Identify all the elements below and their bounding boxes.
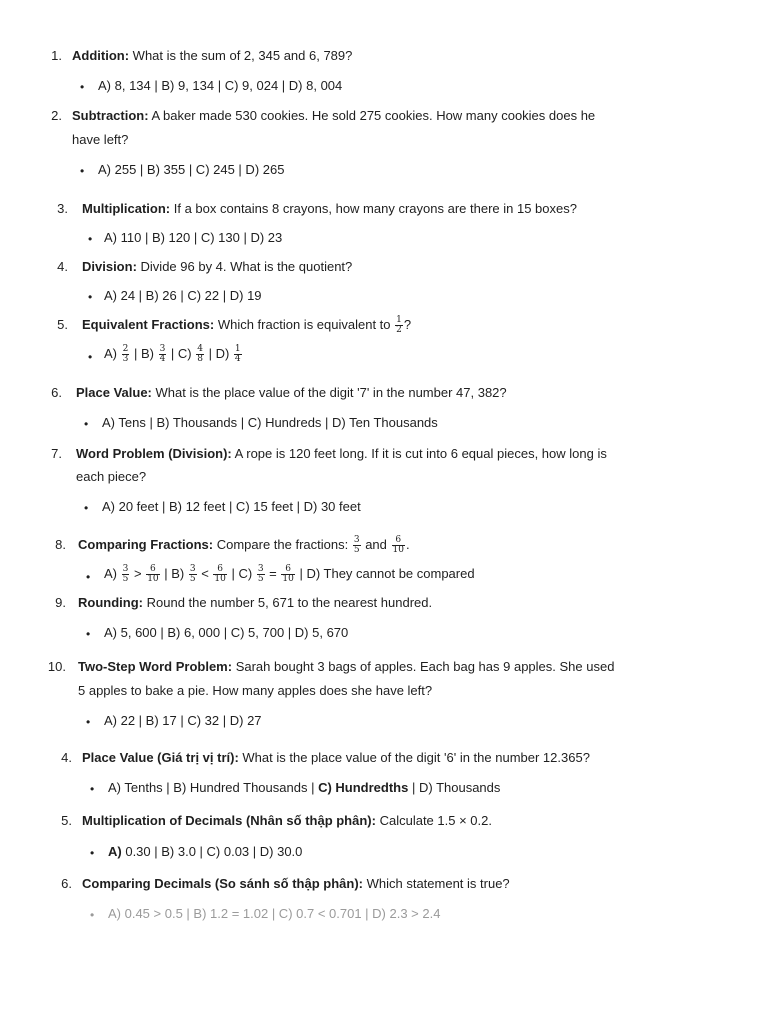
bullet-icon: • [86,570,91,584]
question-text: Compare the fractions: [216,537,349,552]
bullet-icon: • [80,80,85,94]
question-number: 4. [57,259,68,274]
bullet-icon: • [88,232,93,246]
bullet-icon: • [90,782,95,796]
bullet-icon: • [84,417,89,431]
question-label: Multiplication: [82,201,171,216]
bullet-icon: • [88,350,93,364]
answer-options: A) 24 | B) 26 | C) 22 | D) 19 [104,288,262,303]
question-label: Equivalent Fractions: [82,317,215,332]
question-label: Multiplication of Decimals (Nhân số thập phân): [82,813,376,828]
question-number: 5. [61,813,72,828]
question-text: What is the place value of the digit '6' in the number 12.365? [242,750,590,765]
question-text: Calculate 1.5 × 0.2. [379,813,492,828]
question-number: 6. [61,876,72,891]
question-label: Rounding: [78,595,143,610]
answer-options: A) $\frac{3}{5}$ > $\frac{6}{10}$ | B) $\frac{3}{5}$ < $\frac{6}{10}$ | C) $\frac{3}{5}$ = $\frac{6}{10}$ | D) They cannot be compared [104,564,475,585]
question-label: Place Value (Giá trị vị trí): [82,750,239,765]
question-text: A baker made 530 cookies. He sold 275 cookies. How many cookies does he [151,108,596,123]
answer-options: A) $\frac{2}{3}$ | B) $\frac{3}{4}$ | C) $\frac{4}{8}$ | D) $\frac{1}{4}$ [104,344,241,365]
question-text: If a box contains 8 crayons, how many crayons are there in 15 boxes? [173,201,577,216]
question-number: 2. [51,108,62,123]
answer-options: A) Tenths | B) Hundred Thousands | C) Hundredths | D) Thousands [108,780,501,795]
question-label: Word Problem (Division): [76,446,232,461]
question-text: Sarah bought 3 bags of apples. Each bag has 9 apples. She used [235,659,615,674]
answer-options: A) 255 | B) 355 | C) 245 | D) 265 [98,162,285,177]
worksheet-page: 1. Addition: What is the sum of 2, 345 and 6, 789? • A) 8, 134 | B) 9, 134 | C) 9, 024 | D) 8, 004 2. Subtraction: A baker made 530 cookies. He sold 275 cookies. How many cookies does he have left? • A) 255 | B) 355 | C) 245 | D) 265 3. Multiplication: If a box contains 8 crayons, how many crayons are there in 15 boxes? • A) 110 | B) 120 | C) 130 | D) 23 4. Division: Divide 96 by 4. What is the quotient? • A) 24 | B) 26 | C) 22 | D) 19 5. Equivalent Fractions: Which fraction is equivalent to $\frac{1}{2}$ ? • A) $\frac{2}{3}$ | B) $\frac{3}{4}$ | C) $\frac{4}{8}$ | D) $\frac{1}{4}$ 6. Place Value: What is the place value of the digit '7' in the number 47, 382? • A) Tens | B) Thousands | C) Hundreds | D) Ten Thousands 7. Word Problem (Division): A rope is 120 feet long. If it is cut into 6 equal pieces, how long is each piece? • A) 20 feet | B) 12 feet | C) 15 feet | D) 30 feet 8. Comparing Fractions: Compare the fractions: $\frac{3}{5}$ and $\frac{6}{10}$ . • A) $\frac{3}{5}$ > $\frac{6}{10}$ | B) $\frac{3}{5}$ < $\frac{6}{10}$ | C) $\frac{3}{5}$ = $\frac{6}{10}$ | D) They cannot be compared 9. Rounding: Round the number 5, 671 to the nearest hundred. • A) 5, 600 | B) 6, 000 | C) 5, 700 | D) 5, 670 10. Two-Step Word Problem: Sarah bought 3 bags of apples. Each bag has 9 apples. She used 5 apples to bake a pie. How many apples does she have left? • A) 22 | B) 17 | C) 32 | D) 27 4. Place Value (Giá trị vị trí): What is the place value of the digit '6' in the number 12.365? • A) Tenths | B) Hundred Thousands | C) Hundredths | D) Thousands 5. Multiplication of Decimals (Nhân số thập phân): Calculate 1.5 × 0.2. • A) 0.30 | B) 3.0 | C) 0.03 | D) 30.0 6. Comparing Decimals (So sánh số thập phân): Which statement is true? • A) 0.45 > 0.5 | B) 1.2 = 1.02 | C) 0.7 < 0.701 | D) 2.3 > 2.4 [0,0,768,1024]
question-text-continued: have left? [72,132,129,147]
bullet-icon: • [84,501,89,515]
correct-answer: C) Hundredths [318,780,409,795]
answer-options: A) 22 | B) 17 | C) 32 | D) 27 [104,713,262,728]
question-number: 8. [55,537,66,552]
question-number: 6. [51,385,62,400]
question-number: 7. [51,446,62,461]
bullet-icon: • [86,627,91,641]
bullet-icon: • [86,715,91,729]
question-text: Which statement is true? [366,876,510,891]
answer-options: A) 0.30 | B) 3.0 | C) 0.03 | D) 30.0 [108,844,303,859]
answer-options: A) Tens | B) Thousands | C) Hundreds | D) Ten Thousands [102,415,438,430]
question-label: Two-Step Word Problem: [78,659,233,674]
question-label: Division: [82,259,137,274]
question-label: Comparing Fractions: [78,537,214,552]
question-number: 5. [57,317,68,332]
question-number: 9. [55,595,66,610]
question-text-continued: each piece? [76,469,147,484]
question-text: Round the number 5, 671 to the nearest hundred. [146,595,433,610]
question-number: 3. [57,201,68,216]
correct-answer: A) [108,844,122,859]
question-text: Which fraction is equivalent to [217,317,391,332]
question-label: Addition: [72,48,130,63]
fraction-1-2: $\frac{1}{2}$ [396,315,402,336]
bullet-icon: • [90,908,95,922]
answer-options: A) 110 | B) 120 | C) 130 | D) 23 [104,230,283,245]
answer-options: A) 5, 600 | B) 6, 000 | C) 5, 700 | D) 5, 670 [104,625,349,640]
question-number: 1. [51,48,62,63]
question-number: 10. [47,659,66,674]
answer-options: A) 20 feet | B) 12 feet | C) 15 feet | D) 30 feet [102,499,361,514]
question-label: Place Value: [76,385,152,400]
question-text: A rope is 120 feet long. If it is cut into 6 equal pieces, how long is [234,446,607,461]
question-text: Divide 96 by 4. What is the quotient? [140,259,353,274]
bullet-icon: • [90,846,95,860]
question-label: Comparing Decimals (So sánh số thập phân): [82,876,363,891]
question-text: What is the place value of the digit '7' in the number 47, 382? [155,385,507,400]
question-text-continued: 5 apples to bake a pie. How many apples does she have left? [78,683,433,698]
question-label: Subtraction: [72,108,149,123]
question-number: 4. [61,750,72,765]
bullet-icon: • [80,164,85,178]
bullet-icon: • [88,290,93,304]
question-text: What is the sum of 2, 345 and 6, 789? [132,48,353,63]
answer-options: A) 0.45 > 0.5 | B) 1.2 = 1.02 | C) 0.7 < 0.701 | D) 2.3 > 2.4 [108,906,441,921]
answer-options: A) 8, 134 | B) 9, 134 | C) 9, 024 | D) 8, 004 [98,78,343,93]
